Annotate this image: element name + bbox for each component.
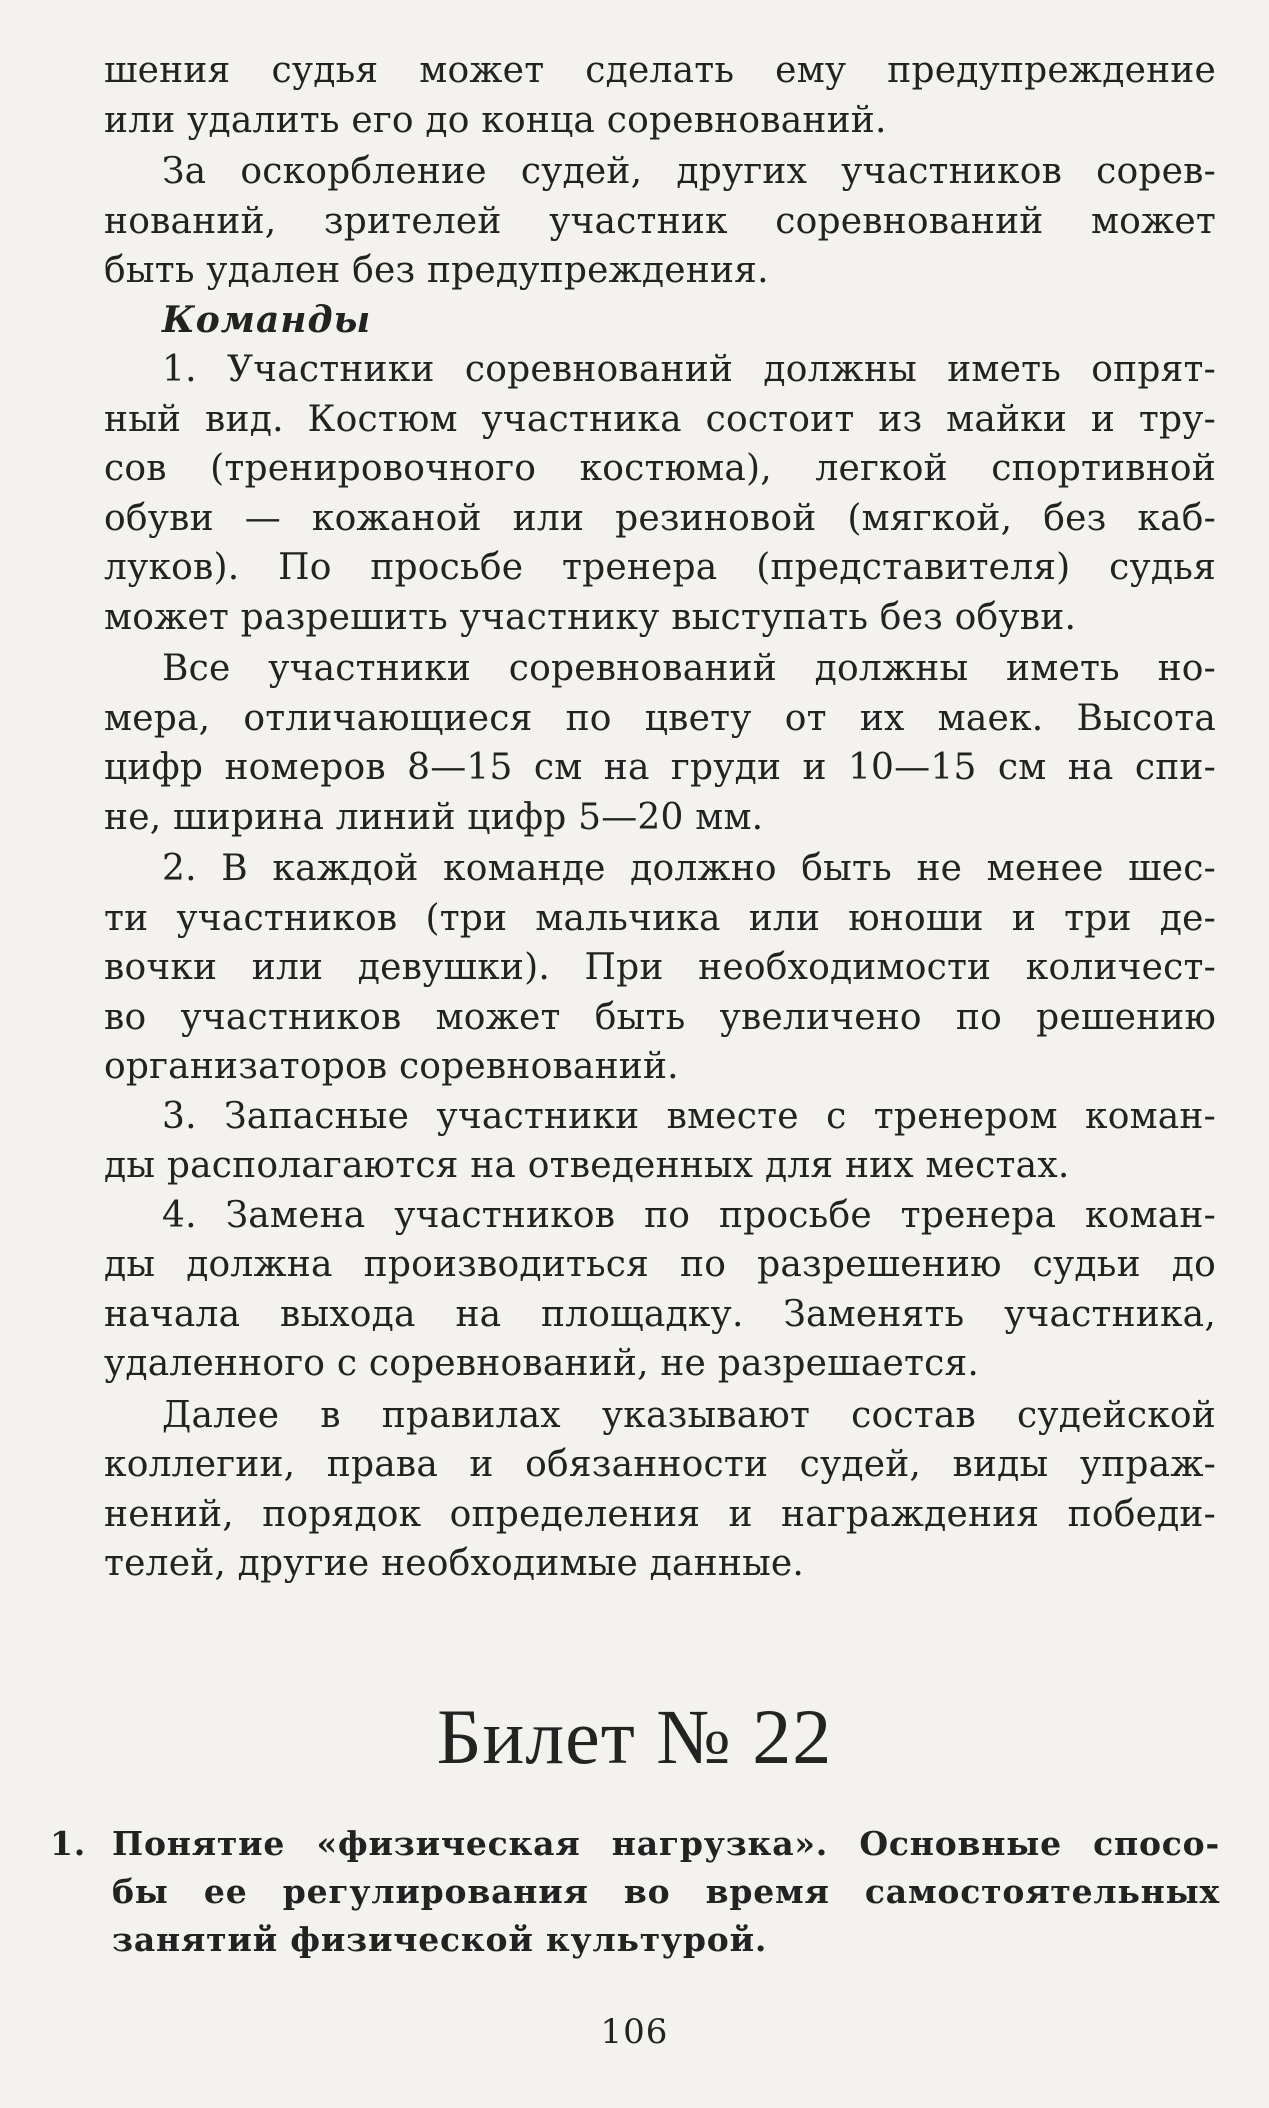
text-line: начала выхода на площадку. Заменять участника, (104, 1293, 1216, 1335)
text-line: обуви — кожаной или резиновой (мягкой, без каб- (104, 497, 1216, 539)
text-line: удаленного с соревнований, не разрешается. (104, 1343, 980, 1384)
text-line: Все участники соревнований должны иметь но- (162, 648, 1216, 689)
text-line: вочки или девушки). При необходимости количест- (104, 947, 1216, 988)
body-text (104, 46, 1216, 1589)
text-line: 4. Замена участников по просьбе тренера коман- (162, 1194, 1216, 1236)
text-line: ти участников (три мальчика или юноши и три де- (104, 897, 1216, 939)
text-line: цифр номеров 8—15 см на груди и 10—15 см на спи- (104, 747, 1216, 788)
text-line: быть удален без предупреждения. (104, 250, 769, 291)
text-line: организаторов соревнований. (104, 1046, 679, 1087)
text-line: не, ширина линий цифр 5—20 мм. (104, 796, 764, 838)
question-number: 1. (50, 1824, 87, 1863)
text-line: сов (тренировочного костюма), легкой спортивной (104, 448, 1216, 489)
text-line: ды располагаются на отведенных для них местах. (104, 1145, 1070, 1186)
text-line: 3. Запасные участники вместе с тренером коман- (162, 1095, 1216, 1137)
question-text: Понятие «физическая нагрузка». Основные спосо- (112, 1824, 1220, 1863)
text-line: шения судья может сделать ему предупреждение (104, 50, 1216, 91)
section-heading-teams: Команды (162, 298, 372, 341)
text-line: Далее в правилах указывают состав судейской (162, 1394, 1216, 1436)
text-line: ный вид. Костюм участника состоит из майки и тру- (104, 398, 1216, 440)
text-line: луков). По просьбе тренера (представителя) судья (104, 547, 1216, 588)
text-line: мера, отличающиеся по цвету от их маек. Высота (104, 697, 1216, 739)
text-line: коллегии, права и обязанности судей, виды упраж- (104, 1444, 1216, 1485)
question-heading (50, 1820, 1220, 1964)
text-line: ды должна производиться по разрешению судьи до (104, 1244, 1216, 1285)
text-line: 2. В каждой команде должно быть не менее шес- (162, 848, 1216, 889)
ticket-title: Билет № 22 (436, 1693, 833, 1780)
text-line: во участников может быть увеличено по решению (104, 996, 1216, 1038)
text-line: нений, порядок определения и награждения победи- (104, 1493, 1216, 1535)
question-line: бы ее регулирования во время самостоятельных (112, 1872, 1220, 1911)
question-line (50, 1820, 1220, 1868)
text-line: телей, другие необходимые данные. (104, 1543, 805, 1584)
text-line: или удалить его до конца соревнований. (104, 99, 887, 141)
text-line: нований, зрителей участник соревнований может (104, 200, 1216, 242)
page-number: 106 (600, 2012, 669, 2052)
text-line: За оскорбление судей, других участников сорев- (162, 151, 1216, 192)
text-line: 1. Участники соревнований должны иметь опрят- (162, 349, 1216, 390)
question-line: занятий физической культурой. (112, 1920, 768, 1959)
text-line: может разрешить участнику выступать без обуви. (104, 596, 1077, 638)
